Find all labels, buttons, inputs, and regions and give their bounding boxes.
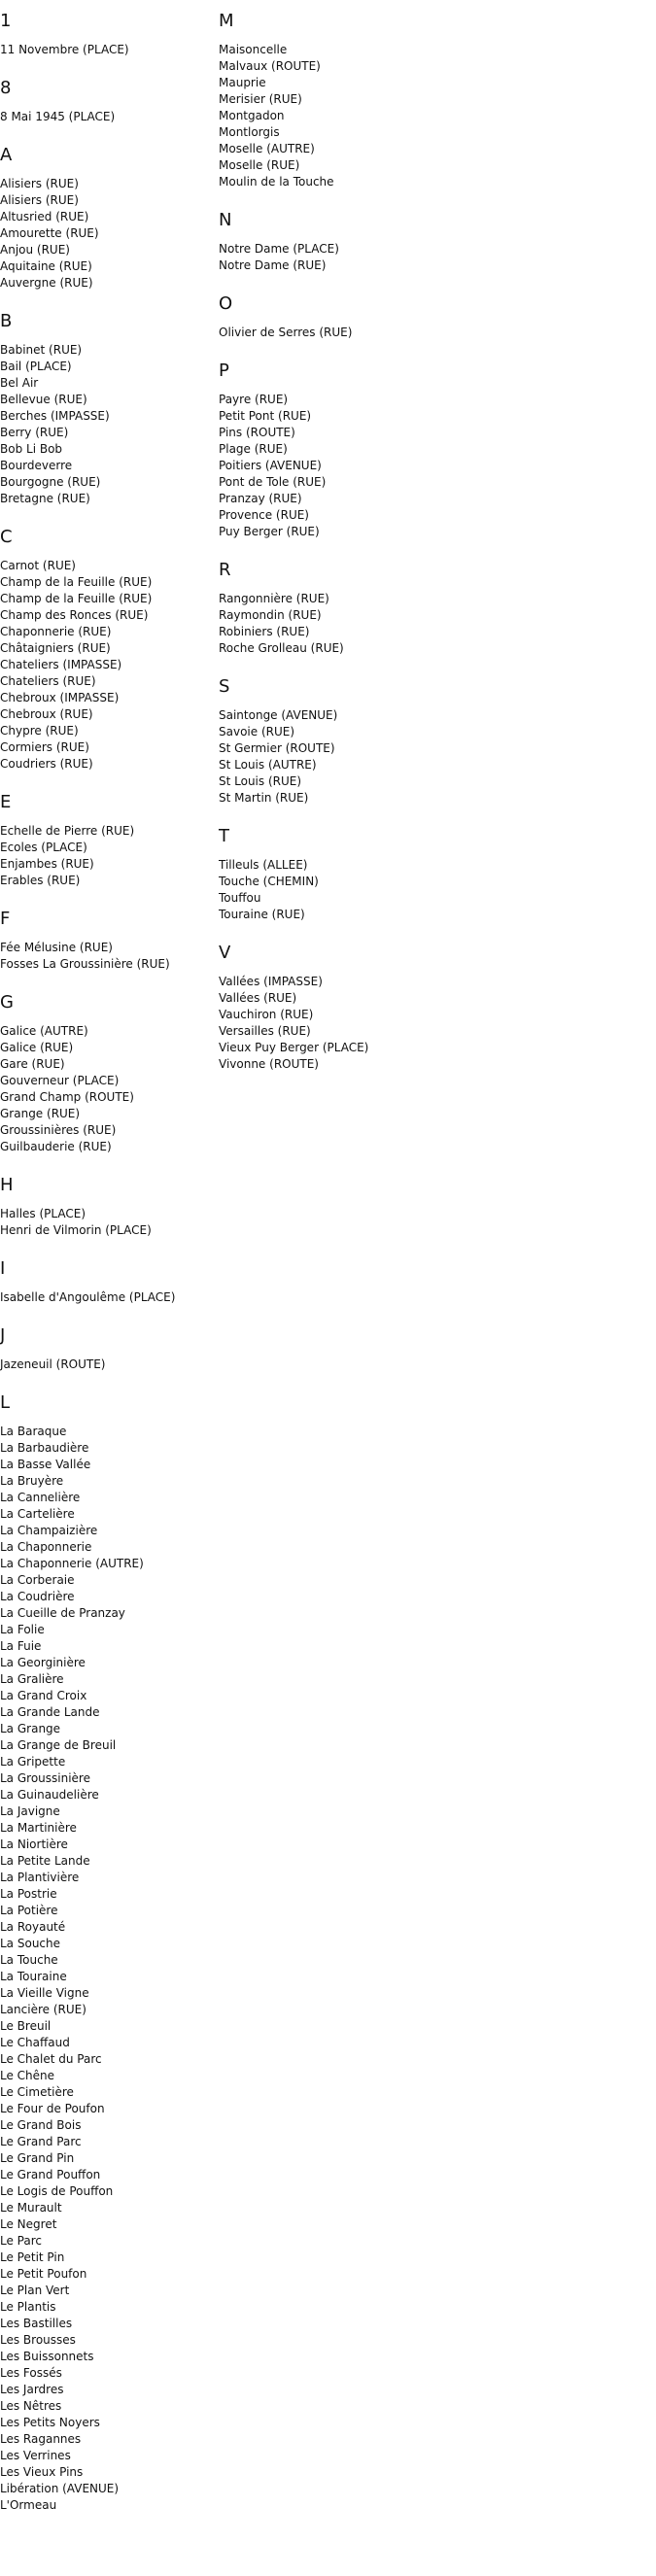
street-list: [0, 176, 214, 292]
street-link[interactable]: La Grange: [0, 1722, 61, 1735]
street-link[interactable]: Touffou: [219, 891, 261, 905]
letter-section-t: [219, 826, 646, 923]
street-link[interactable]: Poitiers (AVENUE): [219, 459, 322, 472]
letter-heading: T: [219, 826, 229, 846]
street-link[interactable]: La Cartelière: [0, 1507, 75, 1521]
street-link[interactable]: La Bruyère: [0, 1474, 64, 1488]
street-list: [0, 1289, 214, 1306]
letter-section-1: [0, 11, 214, 58]
street-link[interactable]: Vallées (IMPASSE): [219, 975, 323, 988]
street-link[interactable]: Le Chêne: [0, 2069, 55, 2082]
street-link[interactable]: Vivonne (ROUTE): [219, 1057, 319, 1071]
street-link[interactable]: 8 Mai 1945 (PLACE): [0, 110, 116, 123]
street-link[interactable]: Notre Dame (RUE): [219, 258, 327, 272]
street-link[interactable]: Le Breuil: [0, 2019, 52, 2033]
street-link[interactable]: La Touche: [0, 1953, 58, 1967]
street-index-right-column: [219, 11, 646, 1092]
street-link[interactable]: La Royauté: [0, 1920, 66, 1934]
street-list: [219, 707, 646, 807]
street-link[interactable]: Les Brousses: [0, 2333, 76, 2347]
street-link[interactable]: Cormiers (RUE): [0, 740, 89, 754]
street-link[interactable]: Roche Grolleau (RUE): [219, 641, 344, 655]
letter-heading: C: [0, 527, 13, 547]
street-link[interactable]: La Niortière: [0, 1838, 68, 1851]
street-link[interactable]: Maisoncelle: [219, 43, 288, 56]
street-link[interactable]: Le Grand Parc: [0, 2135, 82, 2148]
street-link[interactable]: Le Grand Pin: [0, 2151, 75, 2165]
street-list: [219, 857, 646, 923]
street-link[interactable]: Anjou (RUE): [0, 243, 70, 257]
street-link[interactable]: Champ de la Feuille (RUE): [0, 575, 153, 589]
street-link[interactable]: Moselle (AUTRE): [219, 142, 315, 155]
street-link[interactable]: Montlorgis: [219, 125, 280, 139]
street-link[interactable]: Gare (RUE): [0, 1057, 65, 1071]
street-list: [219, 974, 646, 1073]
street-link[interactable]: La Grande Lande: [0, 1705, 100, 1719]
street-link[interactable]: La Basse Vallée: [0, 1458, 91, 1471]
letter-heading: O: [219, 293, 233, 314]
street-link[interactable]: Vauchiron (RUE): [219, 1008, 314, 1021]
letter-heading: B: [0, 311, 13, 331]
street-link[interactable]: La Grange de Breuil: [0, 1738, 117, 1752]
street-list: [0, 342, 214, 507]
street-list: [0, 109, 214, 125]
street-link[interactable]: La Georginière: [0, 1656, 86, 1669]
street-link[interactable]: Chateliers (RUE): [0, 674, 96, 688]
street-link[interactable]: Grand Champ (ROUTE): [0, 1090, 134, 1104]
street-link[interactable]: Petit Pont (RUE): [219, 409, 312, 423]
street-list: [219, 325, 646, 341]
street-link[interactable]: St Louis (AUTRE): [219, 758, 317, 772]
street-link[interactable]: Touche (CHEMIN): [219, 875, 319, 888]
street-link[interactable]: Berches (IMPASSE): [0, 409, 110, 423]
street-link[interactable]: Galice (RUE): [0, 1041, 74, 1054]
street-link[interactable]: Vallées (RUE): [219, 991, 297, 1005]
street-link[interactable]: La Potière: [0, 1904, 58, 1917]
street-list: [219, 241, 646, 274]
letter-section-s: [219, 676, 646, 807]
street-link[interactable]: Touraine (RUE): [219, 908, 305, 921]
letter-section-o: [219, 293, 646, 341]
street-list: [0, 1357, 214, 1373]
street-link[interactable]: Altusried (RUE): [0, 210, 89, 223]
street-link[interactable]: Bail (PLACE): [0, 360, 72, 373]
street-link[interactable]: Vieux Puy Berger (PLACE): [219, 1041, 369, 1054]
letter-section-e: [0, 792, 214, 889]
letter-heading: E: [0, 792, 12, 812]
street-link[interactable]: Robiniers (RUE): [219, 625, 310, 638]
street-link[interactable]: La Champaizière: [0, 1524, 98, 1537]
street-link[interactable]: Chypre (RUE): [0, 724, 79, 738]
street-list: [0, 823, 214, 889]
letter-heading: 1: [0, 11, 12, 31]
street-link[interactable]: La Gripette: [0, 1755, 66, 1769]
street-link[interactable]: La Barbaudière: [0, 1441, 89, 1455]
street-list: [0, 1023, 214, 1155]
letter-section-a: [0, 145, 214, 292]
street-link[interactable]: Pins (ROUTE): [219, 426, 295, 439]
street-link[interactable]: Champ de la Feuille (RUE): [0, 592, 153, 605]
street-link[interactable]: Le Grand Bois: [0, 2118, 82, 2132]
street-link[interactable]: Les Fossés: [0, 2366, 62, 2380]
street-link[interactable]: Le Petit Pin: [0, 2250, 65, 2264]
street-link[interactable]: Pont de Tole (RUE): [219, 475, 327, 489]
letter-heading: N: [219, 210, 232, 230]
street-link[interactable]: St Martin (RUE): [219, 791, 309, 805]
street-link[interactable]: Le Petit Poufon: [0, 2267, 87, 2281]
letter-section-i: [0, 1258, 214, 1306]
street-link[interactable]: Olivier de Serres (RUE): [219, 326, 353, 339]
street-link[interactable]: Chebroux (RUE): [0, 707, 93, 721]
street-link[interactable]: Tilleuls (ALLEE): [219, 858, 308, 872]
street-link[interactable]: Rangonnière (RUE): [219, 592, 329, 605]
street-link[interactable]: Le Chaffaud: [0, 2036, 70, 2049]
street-link[interactable]: La Plantivière: [0, 1871, 80, 1884]
street-link[interactable]: La Souche: [0, 1937, 61, 1950]
street-link[interactable]: Moulin de la Touche: [219, 175, 334, 189]
street-link[interactable]: Alisiers (RUE): [0, 177, 79, 190]
letter-section-m: [219, 11, 646, 190]
street-link[interactable]: La Chaponnerie: [0, 1540, 92, 1554]
street-link[interactable]: Fée Mélusine (RUE): [0, 941, 113, 954]
street-link[interactable]: Jazeneuil (ROUTE): [0, 1357, 106, 1371]
letter-heading: I: [0, 1258, 6, 1279]
street-link[interactable]: Les Nêtres: [0, 2399, 62, 2413]
street-link[interactable]: Pranzay (RUE): [219, 492, 302, 505]
street-link[interactable]: La Fuie: [0, 1639, 42, 1653]
street-link[interactable]: La Coudrière: [0, 1590, 75, 1603]
street-link[interactable]: La Folie: [0, 1623, 45, 1636]
street-link[interactable]: Halles (PLACE): [0, 1207, 86, 1220]
street-link[interactable]: Galice (AUTRE): [0, 1024, 88, 1038]
letter-section-8: [0, 78, 214, 125]
street-link[interactable]: 11 Novembre (PLACE): [0, 43, 129, 56]
street-link[interactable]: Merisier (RUE): [219, 92, 302, 106]
street-link[interactable]: Aquitaine (RUE): [0, 259, 92, 273]
letter-heading: P: [219, 361, 229, 381]
street-list: [0, 1424, 214, 2514]
street-link[interactable]: Bob Li Bob: [0, 442, 63, 456]
street-link[interactable]: La Gralière: [0, 1672, 64, 1686]
letter-section-p: [219, 361, 646, 540]
street-link[interactable]: Malvaux (ROUTE): [219, 59, 321, 73]
street-link[interactable]: Alisiers (RUE): [0, 193, 79, 207]
street-link[interactable]: Le Murault: [0, 2201, 62, 2215]
street-link[interactable]: Les Buissonnets: [0, 2350, 94, 2363]
letter-heading: V: [219, 943, 231, 963]
street-index-left-column: [0, 11, 214, 2533]
street-link[interactable]: Payre (RUE): [219, 393, 289, 406]
street-link[interactable]: Chateliers (IMPASSE): [0, 658, 122, 671]
street-link[interactable]: Versailles (RUE): [219, 1024, 311, 1038]
street-link[interactable]: Bourdeverre: [0, 459, 73, 472]
street-list: [0, 558, 214, 773]
street-link[interactable]: Echelle de Pierre (RUE): [0, 824, 135, 838]
street-link[interactable]: Bourgogne (RUE): [0, 475, 101, 489]
street-link[interactable]: Mauprie: [219, 76, 266, 89]
letter-section-h: [0, 1175, 214, 1239]
street-link[interactable]: St Germier (ROUTE): [219, 741, 335, 755]
street-link[interactable]: Isabelle d'Angoulême (PLACE): [0, 1290, 176, 1304]
street-link[interactable]: La Corberaie: [0, 1573, 75, 1587]
street-link[interactable]: La Groussinière: [0, 1771, 90, 1785]
street-link[interactable]: Les Jardres: [0, 2383, 64, 2396]
street-link[interactable]: Le Negret: [0, 2217, 57, 2231]
street-link[interactable]: Erables (RUE): [0, 874, 81, 887]
street-link[interactable]: La Grand Croix: [0, 1689, 87, 1702]
street-link[interactable]: Amourette (RUE): [0, 226, 99, 240]
street-link[interactable]: Ecoles (PLACE): [0, 841, 87, 854]
street-link[interactable]: Lancière (RUE): [0, 2003, 86, 2016]
street-link[interactable]: La Guinaudelière: [0, 1788, 99, 1802]
letter-heading: G: [0, 992, 14, 1013]
street-link[interactable]: Bretagne (RUE): [0, 492, 90, 505]
street-link[interactable]: Raymondin (RUE): [219, 608, 322, 622]
letter-heading: A: [0, 145, 13, 165]
letter-section-r: [219, 560, 646, 657]
street-list: [219, 392, 646, 540]
letter-heading: F: [0, 909, 11, 929]
street-link[interactable]: Montgadon: [219, 109, 285, 122]
letter-heading: H: [0, 1175, 14, 1195]
street-link[interactable]: Fosses La Groussinière (RUE): [0, 957, 170, 971]
letter-section-c: [0, 527, 214, 773]
street-list: [219, 591, 646, 657]
street-link[interactable]: Plage (RUE): [219, 442, 288, 456]
letter-section-b: [0, 311, 214, 507]
street-link[interactable]: Le Grand Pouffon: [0, 2168, 101, 2181]
street-list: [0, 940, 214, 973]
street-link[interactable]: Moselle (RUE): [219, 158, 300, 172]
street-link[interactable]: La Petite Lande: [0, 1854, 90, 1868]
letter-heading: 8: [0, 78, 12, 98]
street-link[interactable]: La Postrie: [0, 1887, 57, 1901]
street-link[interactable]: Les Bastilles: [0, 2317, 73, 2330]
street-link[interactable]: La Touraine: [0, 1970, 67, 1983]
street-link[interactable]: Coudriers (RUE): [0, 757, 93, 771]
street-link[interactable]: Saintonge (AVENUE): [219, 708, 338, 722]
street-link[interactable]: Grange (RUE): [0, 1107, 81, 1120]
street-link[interactable]: Les Vieux Pins: [0, 2465, 84, 2479]
street-link[interactable]: Le Four de Poufon: [0, 2102, 105, 2115]
street-link[interactable]: Le Plan Vert: [0, 2284, 70, 2297]
letter-section-n: [219, 210, 646, 274]
street-link[interactable]: Berry (RUE): [0, 426, 69, 439]
street-link[interactable]: Les Ragannes: [0, 2432, 82, 2446]
street-link[interactable]: Guilbauderie (RUE): [0, 1140, 112, 1153]
street-link[interactable]: Les Petits Noyers: [0, 2416, 100, 2429]
letter-heading: L: [0, 1392, 11, 1413]
letter-section-v: [219, 943, 646, 1073]
street-link[interactable]: La Martinière: [0, 1821, 77, 1835]
street-link[interactable]: Le Parc: [0, 2234, 42, 2248]
street-link[interactable]: La Baraque: [0, 1425, 67, 1438]
letter-section-l: [0, 1392, 214, 2514]
street-link[interactable]: Libération (AVENUE): [0, 2482, 120, 2495]
street-link[interactable]: St Louis (RUE): [219, 774, 302, 788]
street-link[interactable]: Champ des Ronces (RUE): [0, 608, 149, 622]
street-link[interactable]: Enjambes (RUE): [0, 857, 94, 871]
street-link[interactable]: Auvergne (RUE): [0, 276, 93, 290]
street-link[interactable]: Babinet (RUE): [0, 343, 83, 357]
street-link[interactable]: La Javigne: [0, 1804, 60, 1818]
street-link[interactable]: Le Cimetière: [0, 2085, 74, 2099]
street-link[interactable]: Groussinières (RUE): [0, 1123, 117, 1137]
street-link[interactable]: Carnot (RUE): [0, 559, 76, 572]
letter-section-g: [0, 992, 214, 1155]
letter-heading: R: [219, 560, 231, 580]
street-link[interactable]: Châtaigniers (RUE): [0, 641, 111, 655]
street-link[interactable]: La Cueille de Pranzay: [0, 1606, 125, 1620]
street-link[interactable]: Le Chalet du Parc: [0, 2052, 102, 2066]
street-link[interactable]: Bellevue (RUE): [0, 393, 87, 406]
street-link[interactable]: Le Plantis: [0, 2300, 56, 2314]
street-link[interactable]: Henri de Vilmorin (PLACE): [0, 1223, 152, 1237]
street-list: [0, 1206, 214, 1239]
street-link[interactable]: Bel Air: [0, 376, 39, 390]
street-link[interactable]: La Cannelière: [0, 1491, 81, 1504]
street-link[interactable]: Chaponnerie (RUE): [0, 625, 112, 638]
street-list: [0, 42, 214, 58]
letter-heading: S: [219, 676, 230, 697]
street-link[interactable]: L'Ormeau: [0, 2498, 57, 2512]
street-link[interactable]: Le Logis de Pouffon: [0, 2184, 114, 2198]
letter-heading: J: [0, 1325, 6, 1346]
street-link[interactable]: La Chaponnerie (AUTRE): [0, 1557, 144, 1570]
street-list: [219, 42, 646, 190]
street-link[interactable]: Puy Berger (RUE): [219, 525, 320, 538]
street-link[interactable]: Gouverneur (PLACE): [0, 1074, 120, 1087]
street-link[interactable]: Les Verrines: [0, 2449, 71, 2462]
street-link[interactable]: Savoie (RUE): [219, 725, 295, 738]
letter-section-j: [0, 1325, 214, 1373]
street-link[interactable]: Notre Dame (PLACE): [219, 242, 339, 256]
letter-section-f: [0, 909, 214, 973]
street-link[interactable]: Provence (RUE): [219, 508, 309, 522]
letter-heading: M: [219, 11, 234, 31]
street-link[interactable]: Chebroux (IMPASSE): [0, 691, 120, 704]
street-link[interactable]: La Vieille Vigne: [0, 1986, 89, 2000]
